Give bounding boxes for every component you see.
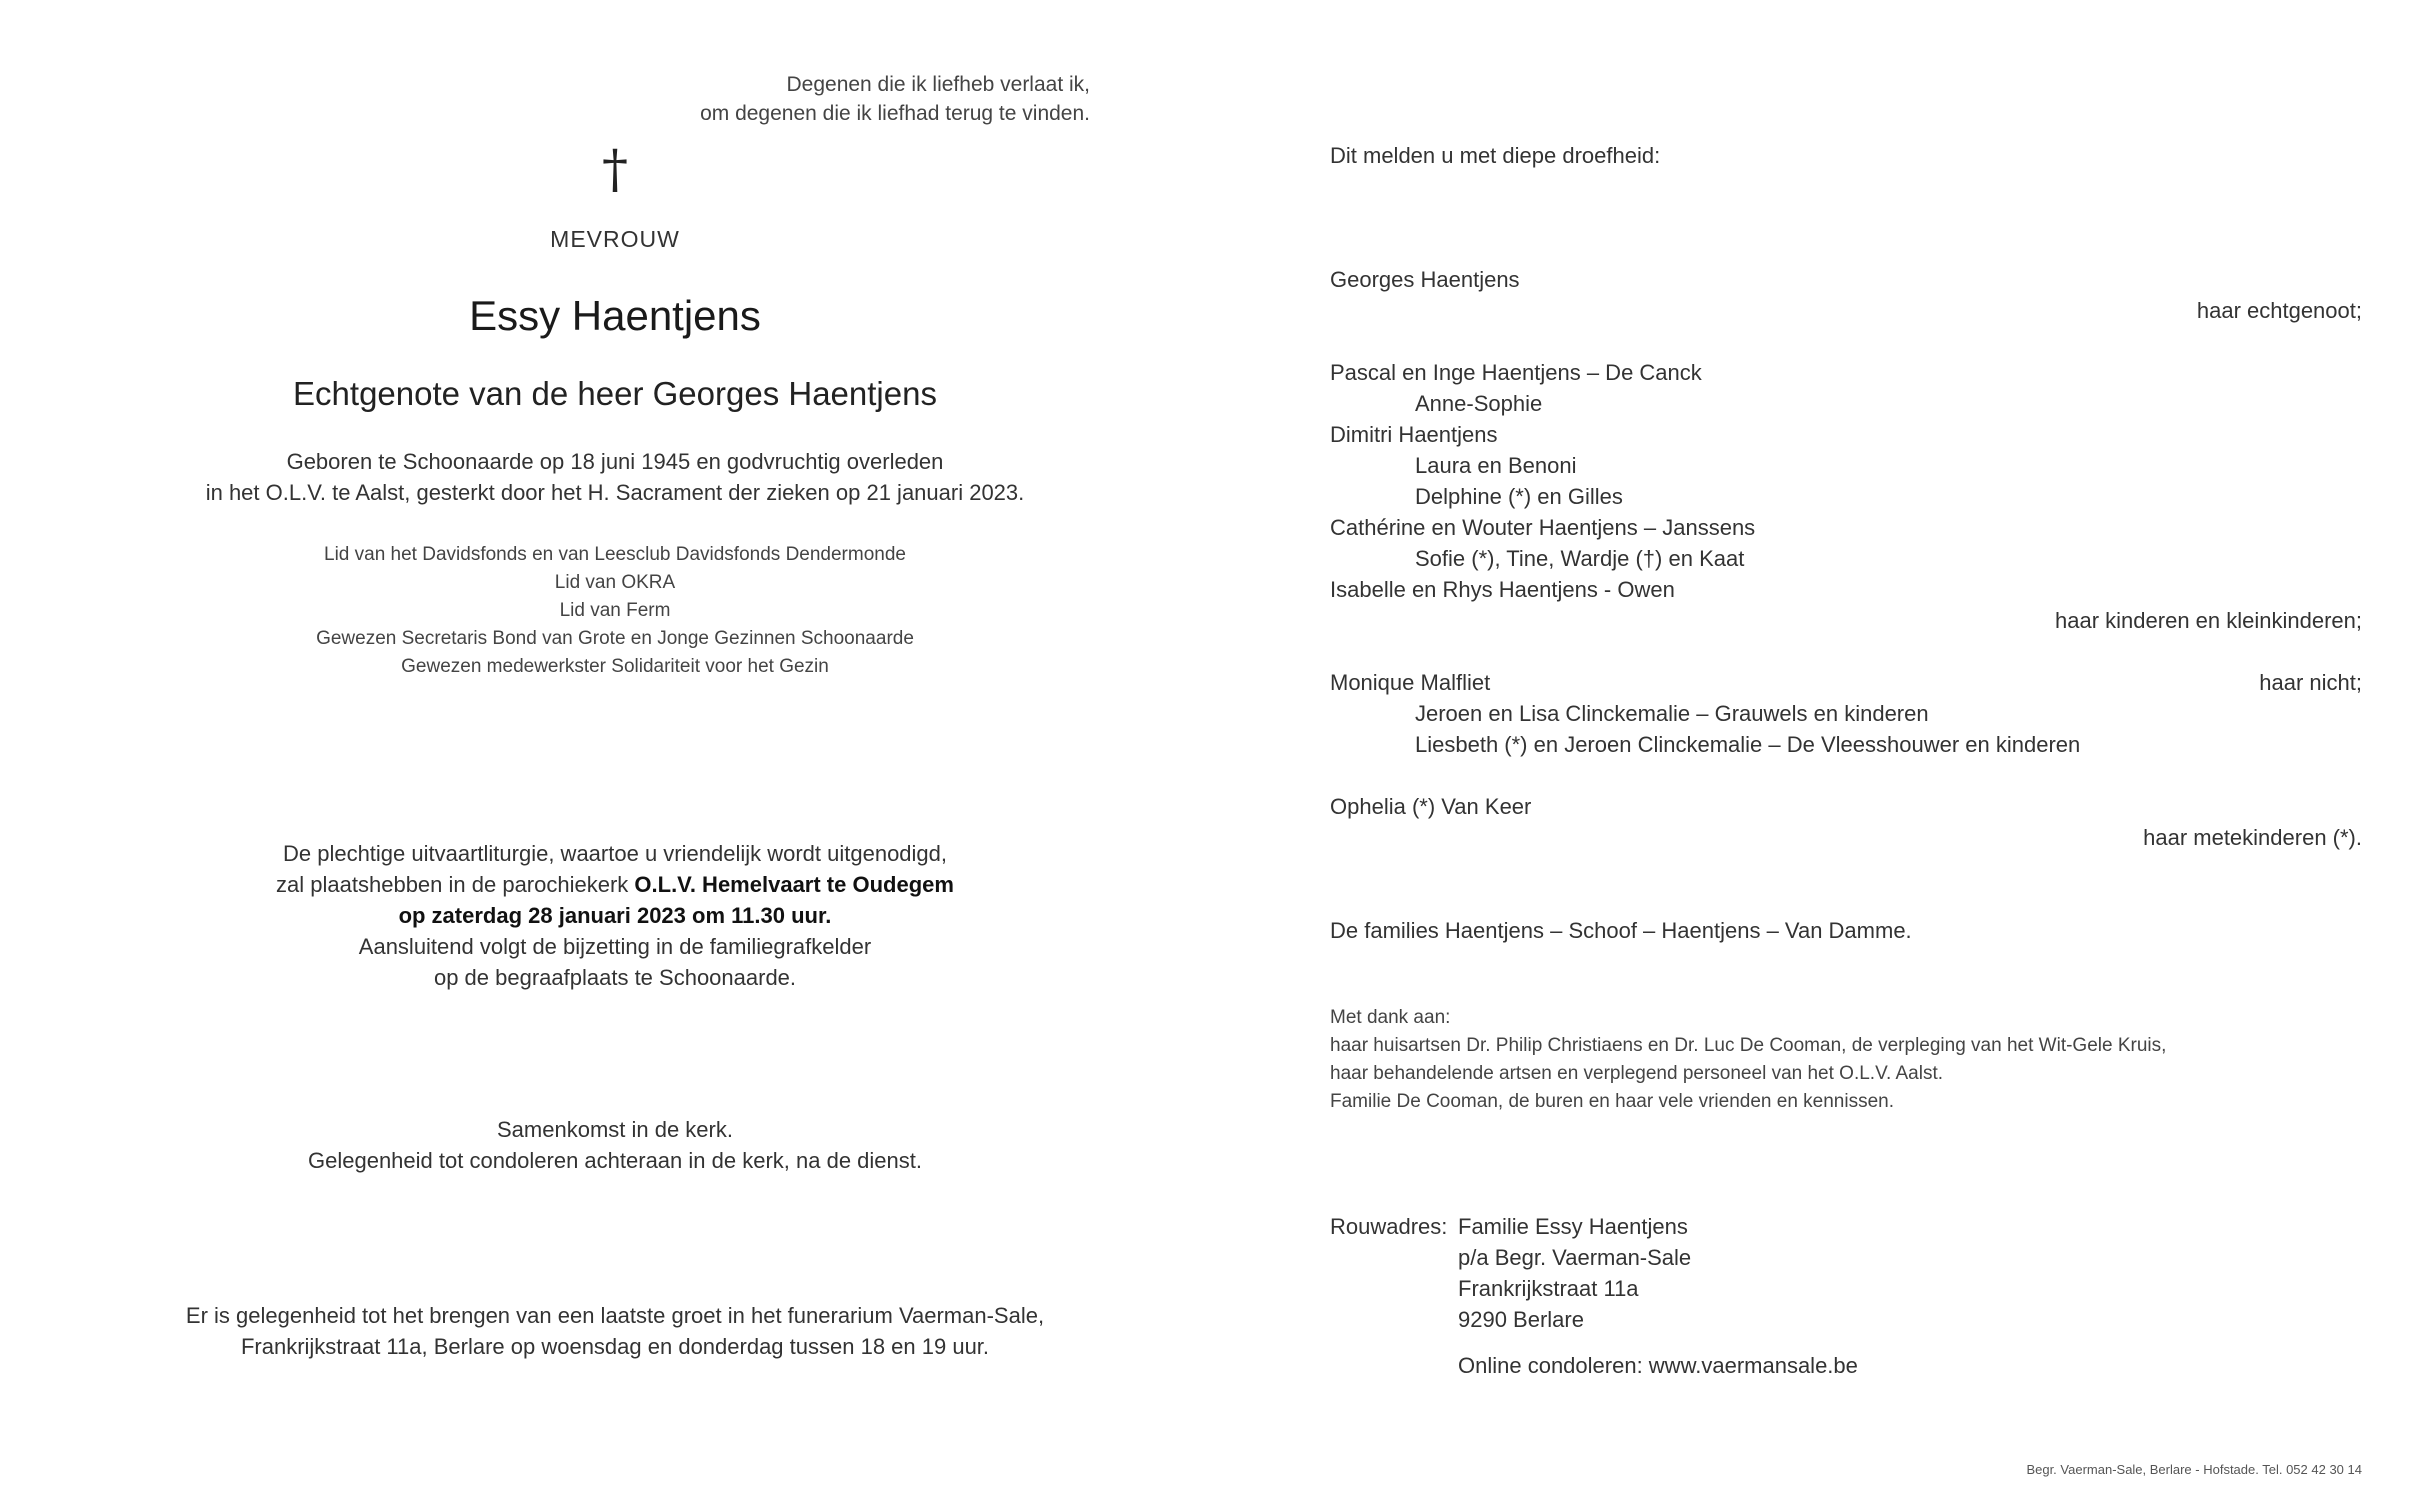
address-line: 9290 Berlare (1458, 1307, 1584, 1332)
husband-role: haar echtgenoot; (2196, 298, 2362, 323)
service-line: op de begraafplaats te Schoonaarde. (433, 965, 797, 990)
niece-family-line: Jeroen en Lisa Clinckemalie – Grauwels en kinderen (1415, 701, 1929, 726)
footer-credit: Begr. Vaerman-Sale, Berlare - Hofstade. Tel. 052 42 30 14 (2026, 1462, 2362, 1477)
address-label: Rouwadres: (1330, 1214, 1448, 1239)
gathering-info (140, 1114, 1090, 1176)
salutation: MEVROUW (550, 226, 680, 252)
online-condolence-link[interactable]: Online condoleren: www.vaermansale.be (1458, 1353, 1858, 1378)
niece-row (1330, 667, 2362, 698)
intro-line: Dit melden u met diepe droefheid: (1330, 143, 1661, 168)
membership-item: Lid van OKRA (554, 572, 676, 593)
funeral-service-info (140, 838, 1090, 993)
husband-name: Georges Haentjens (1330, 267, 1520, 292)
godchild-role: haar metekinderen (*). (2143, 825, 2362, 850)
grandchild-line: Sofie (*), Tine, Wardje (†) en Kaat (1415, 546, 1745, 571)
thanks-line: haar huisartsen Dr. Philip Christiaens en Dr. Luc De Cooman, de verpleging van het Wit-Gele Kruis, (1330, 1035, 2167, 1056)
grandchild-line: Anne-Sophie (1415, 391, 1543, 416)
membership-item: Lid van het Davidsfonds en van Leesclub Davidsfonds Dendermonde (324, 544, 906, 565)
niece-name: Monique Malfliet (1330, 670, 1491, 695)
niece-role: haar nicht; (2259, 670, 2362, 695)
child-line: Cathérine en Wouter Haentjens – Janssens (1330, 515, 1756, 540)
membership-item: Gewezen medewerkster Solidariteit voor het Gezin (401, 656, 829, 677)
gathering-line: Samenkomst in de kerk. (497, 1117, 733, 1142)
child-line: Pascal en Inge Haentjens – De Canck (1330, 360, 1702, 385)
thanks-line: haar behandelende artsen en verplegend personeel van het O.L.V. Aalst. (1330, 1063, 1944, 1084)
families-line: De families Haentjens – Schoof – Haentjens – Van Damme. (1330, 918, 1912, 943)
death-line: in het O.L.V. te Aalst, gesterkt door het H. Sacrament der zieken op 21 januari 2023. (205, 480, 1025, 505)
service-line-prefix: zal plaatshebben in de parochiekerk (276, 872, 635, 897)
grandchild-line: Delphine (*) en Gilles (1415, 484, 1623, 509)
grandchild-line: Laura en Benoni (1415, 453, 1577, 478)
visitation-line: Er is gelegenheid tot het brengen van een laatste groet in het funerarium Vaerman-Sale, (185, 1303, 1045, 1328)
visitation-line: Frankrijkstraat 11a, Berlare op woensdag en donderdag tussen 18 en 19 uur. (240, 1334, 990, 1359)
children-role: haar kinderen en kleinkinderen; (2055, 608, 2362, 633)
epigraph-quote (700, 70, 1090, 128)
address-line: p/a Begr. Vaerman-Sale (1458, 1245, 1692, 1270)
membership-item: Lid van Ferm (559, 600, 671, 621)
service-datetime: op zaterdag 28 januari 2023 om 11.30 uur. (398, 903, 832, 928)
child-line: Dimitri Haentjens (1330, 422, 1498, 447)
godchild-name: Ophelia (*) Van Keer (1330, 794, 1532, 819)
church-name: O.L.V. Hemelvaart te Oudegem (634, 872, 954, 897)
deceased-name: Essy Haentjens (469, 292, 761, 339)
quote-line: Degenen die ik liefheb verlaat ik, (786, 73, 1090, 96)
service-line (140, 900, 1090, 931)
spouse-line: Echtgenote van de heer Georges Haentjens (293, 375, 937, 412)
niece-family-line: Liesbeth (*) en Jeroen Clinckemalie – De Vleesshouwer en kinderen (1415, 732, 2081, 757)
service-line: Aansluitend volgt de bijzetting in de familiegrafkelder (358, 934, 872, 959)
gathering-line: Gelegenheid tot condoleren achteraan in de kerk, na de dienst. (308, 1148, 922, 1173)
service-line (140, 869, 1090, 900)
birth-line: Geboren te Schoonaarde op 18 juni 1945 en godvruchtig overleden (286, 449, 944, 474)
thanks-line: Familie De Cooman, de buren en haar vele vrienden en kennissen. (1330, 1091, 1894, 1112)
birth-death-info (140, 446, 1090, 508)
quote-line: om degenen die ik liefhad terug te vinden. (700, 102, 1090, 125)
address-line: Familie Essy Haentjens (1458, 1214, 1688, 1239)
membership-item: Gewezen Secretaris Bond van Grote en Jonge Gezinnen Schoonaarde (316, 628, 914, 649)
address-line: Frankrijkstraat 11a (1458, 1276, 1639, 1301)
cross-icon: † (602, 140, 628, 200)
service-line: De plechtige uitvaartliturgie, waartoe u vriendelijk wordt uitgenodigd, (282, 841, 948, 866)
child-line: Isabelle en Rhys Haentjens - Owen (1330, 577, 1675, 602)
visitation-info (140, 1300, 1090, 1362)
memberships (140, 541, 1090, 681)
thanks-title: Met dank aan: (1330, 1007, 1451, 1028)
